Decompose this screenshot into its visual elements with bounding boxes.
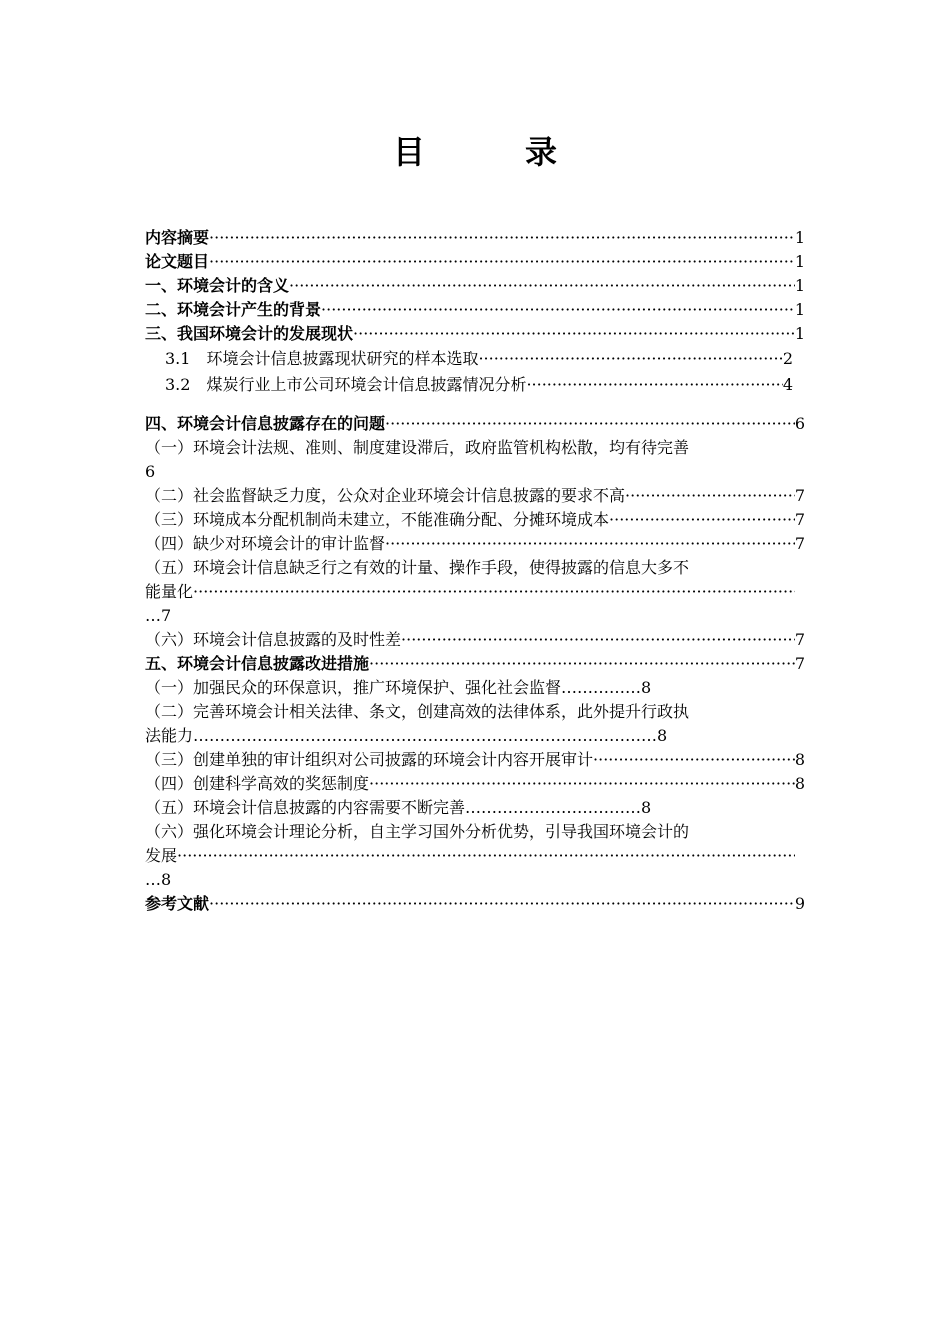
toc-page-number: 8 (657, 726, 668, 745)
toc-entry-5-4[interactable] (145, 772, 805, 796)
toc-entry-label: （五）环境会计信息缺乏行之有效的计量、操作手段，使得披露的信息大多不 (145, 558, 690, 577)
toc-entry-label: 内容摘要 (145, 228, 210, 247)
toc-leader-dots (353, 322, 795, 346)
toc-page-number: 8 (161, 870, 172, 889)
toc-page-number: 4 (782, 375, 793, 394)
toc-leader-dots (401, 628, 795, 652)
toc-entry-abstract[interactable] (145, 226, 805, 250)
toc-leader-dots (193, 580, 795, 604)
page-title: 目 录 (392, 133, 591, 171)
toc-page-number: 1 (794, 300, 805, 319)
toc-entry-section-2[interactable] (145, 298, 805, 322)
toc-entry-label: （六）环境会计信息披露的及时性差 (145, 630, 402, 649)
toc-entry-5-6[interactable] (145, 820, 805, 844)
toc-leader-dots (625, 484, 795, 508)
toc-page-number: 7 (794, 510, 805, 529)
toc-entry-label: （三）创建单独的审计组织对公司披露的环境会计内容开展审计 (145, 750, 594, 769)
toc-page-number: 1 (794, 252, 805, 271)
toc-entry-label: 发展 (145, 846, 178, 865)
toc-entry-4-2[interactable] (145, 484, 805, 508)
toc-page-number: 6 (145, 462, 156, 481)
toc-leader-dots (526, 372, 782, 398)
toc-entry-4-5-page-line (145, 604, 805, 628)
toc-leader-dots (369, 772, 795, 796)
table-of-contents (145, 226, 805, 916)
toc-entry-label: 四、环境会计信息披露存在的问题 (145, 414, 386, 433)
toc-entry-label: （二）完善环境会计相关法律、条文，创建高效的法律体系，此外提升行政执 (145, 702, 690, 721)
toc-leader-dots (593, 748, 795, 772)
toc-entry-section-5[interactable] (145, 652, 805, 676)
toc-page-number: 7 (794, 654, 805, 673)
toc-page-number: 8 (641, 678, 652, 697)
toc-entry-section-3[interactable] (145, 322, 805, 346)
toc-entry-section-3-1[interactable] (145, 346, 805, 372)
toc-page-number: 8 (794, 750, 805, 769)
toc-entry-thesis-title[interactable] (145, 250, 805, 274)
toc-entry-label: （一）环境会计法规、准则、制度建设滞后，政府监管机构松散，均有待完善 (145, 438, 690, 457)
toc-page-number: 8 (641, 798, 652, 817)
toc-entry-label: 参考文献 (145, 894, 210, 913)
toc-entry-label: （三）环境成本分配机制尚未建立，不能准确分配、分摊环境成本 (145, 510, 610, 529)
toc-leader-dots (385, 532, 795, 556)
toc-leader-dots: …………………………… (465, 798, 642, 817)
toc-page-number: 7 (794, 486, 805, 505)
toc-page-number: 7 (161, 606, 172, 625)
toc-entry-label: （六）强化环境会计理论分析，自主学习国外分析优势，引导我国环境会计的 (145, 822, 690, 841)
toc-entry-5-6-page-line (145, 868, 805, 892)
toc-entry-label: 一、环境会计的含义 (145, 276, 290, 295)
toc-entry-label: 法能力 (145, 726, 194, 745)
toc-leader-dots (478, 346, 782, 372)
toc-page-number: 1 (794, 324, 805, 343)
toc-entry-5-2-line2 (145, 724, 805, 748)
toc-entry-4-5-line2 (145, 580, 805, 604)
toc-leader-dots: …………… (561, 678, 642, 697)
toc-leader-dots (385, 412, 795, 436)
toc-page-number: 7 (794, 534, 805, 553)
toc-entry-5-2[interactable] (145, 700, 805, 724)
toc-entry-label: 五、环境会计信息披露改进措施 (145, 654, 370, 673)
toc-leader-dots (609, 508, 795, 532)
toc-leader-dots (209, 250, 795, 274)
toc-entry-label: 3.1 环境会计信息披露现状研究的样本选取 (165, 349, 479, 368)
toc-entry-label: （一）加强民众的环保意识，推广环境保护、强化社会监督 (145, 678, 562, 697)
toc-entry-label: 二、环境会计产生的背景 (145, 300, 322, 319)
toc-leader-dots (289, 274, 795, 298)
toc-leader-tail: … (145, 870, 161, 889)
toc-entry-label: （二）社会监督缺乏力度，公众对企业环境会计信息披露的要求不高 (145, 486, 626, 505)
toc-leader-dots: …………………………………………………………………………… (193, 726, 658, 745)
toc-leader-tail: … (145, 606, 161, 625)
toc-entry-5-3[interactable] (145, 748, 805, 772)
toc-page-number: 1 (794, 228, 805, 247)
toc-leader-dots (177, 844, 795, 868)
toc-page-number: 6 (794, 414, 805, 433)
toc-entry-5-1[interactable] (145, 676, 805, 700)
toc-entry-4-6[interactable] (145, 628, 805, 652)
toc-entry-5-5[interactable] (145, 796, 805, 820)
toc-leader-dots (209, 892, 795, 916)
toc-page-number: 9 (794, 894, 805, 913)
toc-leader-dots (369, 652, 795, 676)
toc-leader-dots (321, 298, 795, 322)
toc-entry-label: （四）创建科学高效的奖惩制度 (145, 774, 370, 793)
toc-entry-4-3[interactable] (145, 508, 805, 532)
toc-entry-label: 能量化 (145, 582, 194, 601)
toc-entry-label: 3.2 煤炭行业上市公司环境会计信息披露情况分析 (165, 375, 527, 394)
toc-entry-references[interactable] (145, 892, 805, 916)
toc-entry-4-5[interactable] (145, 556, 805, 580)
toc-entry-section-4[interactable] (145, 412, 805, 436)
toc-page-number: 7 (794, 630, 805, 649)
toc-entry-4-1-page-line (145, 460, 805, 484)
toc-entry-section-3-2[interactable] (145, 372, 805, 398)
toc-entry-label: （五）环境会计信息披露的内容需要不断完善 (145, 798, 466, 817)
toc-entry-label: 论文题目 (145, 252, 210, 271)
toc-entry-label: （四）缺少对环境会计的审计监督 (145, 534, 386, 553)
toc-entry-label: 三、我国环境会计的发展现状 (145, 324, 354, 343)
toc-entry-4-1[interactable] (145, 436, 805, 460)
toc-page-number: 1 (794, 276, 805, 295)
toc-entry-5-6-line2 (145, 844, 805, 868)
toc-page-number: 8 (794, 774, 805, 793)
toc-entry-4-4[interactable] (145, 532, 805, 556)
toc-leader-dots (209, 226, 795, 250)
toc-page-number: 2 (782, 349, 793, 368)
toc-entry-section-1[interactable] (145, 274, 805, 298)
